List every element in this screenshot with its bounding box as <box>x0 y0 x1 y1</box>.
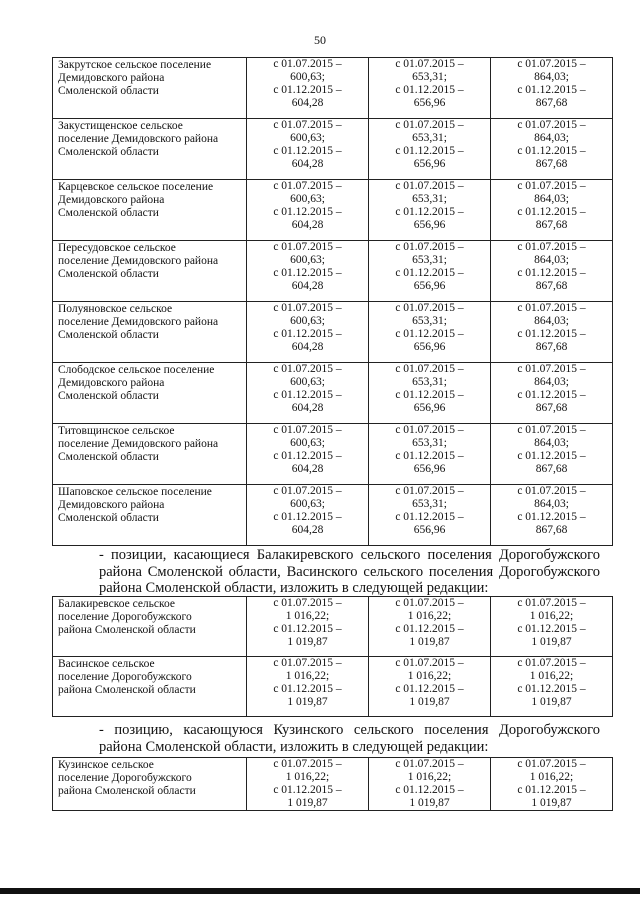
cell-line: 1 016,22; <box>407 670 452 682</box>
cell-line: Шаповское сельское поселение <box>58 486 212 498</box>
cell-line: 1 019,87 <box>531 696 572 708</box>
cell-line: 604,28 <box>291 158 324 170</box>
tariff-cell-2 <box>369 119 491 180</box>
cell-line: района Смоленской области <box>58 785 196 797</box>
cell-line: с 01.12.2015 – <box>517 267 586 279</box>
cell-line: с 01.07.2015 – <box>395 180 464 192</box>
instruction-paragraph-balakirevskoye-vasinskoye <box>55 547 600 597</box>
cell-line: 656,96 <box>413 341 446 353</box>
cell-line: с 01.12.2015 – <box>517 328 586 340</box>
cell-line: 604,28 <box>291 341 324 353</box>
cell-line: с 01.12.2015 – <box>517 511 586 523</box>
cell-line: Смоленской области <box>58 390 159 402</box>
paragraph-line: района Смоленской области, изложить в следующей редакции: <box>99 738 489 755</box>
cell-line: 604,28 <box>291 524 324 536</box>
cell-line: с 01.07.2015 – <box>517 119 586 131</box>
cell-line: с 01.12.2015 – <box>395 683 464 695</box>
tariff-cell-1 <box>247 58 369 119</box>
cell-line: Балакиревское сельское <box>58 598 176 610</box>
cell-line: 1 016,22; <box>285 771 330 783</box>
cell-line: с 01.12.2015 – <box>273 784 342 796</box>
cell-line: Смоленской области <box>58 207 159 219</box>
cell-line: 1 019,87 <box>409 696 450 708</box>
tariff-cell-1 <box>247 119 369 180</box>
cell-line: Смоленской области <box>58 85 159 97</box>
cell-line: с 01.12.2015 – <box>273 389 342 401</box>
cell-line: с 01.07.2015 – <box>273 302 342 314</box>
cell-line: 604,28 <box>291 219 324 231</box>
cell-line: 867,68 <box>535 280 568 292</box>
cell-line: с 01.12.2015 – <box>517 450 586 462</box>
page-number: 50 <box>314 33 326 47</box>
paragraph-line: района Смоленской области, Васинского сельского поселения Дорогобужского <box>99 563 600 580</box>
cell-line: с 01.12.2015 – <box>273 328 342 340</box>
tariff-cell-1 <box>247 597 369 657</box>
cell-line: Демидовского района <box>58 72 165 84</box>
cell-line: Закрутское сельское поселение <box>58 59 212 71</box>
cell-line: с 01.12.2015 – <box>273 511 342 523</box>
cell-line: Пересудовское сельское <box>58 242 176 254</box>
cell-line: 656,96 <box>413 158 446 170</box>
cell-line: 604,28 <box>291 463 324 475</box>
cell-line: с 01.07.2015 – <box>517 241 586 253</box>
cell-line: 864,03; <box>534 315 569 327</box>
tariff-cell-3 <box>491 657 613 717</box>
cell-line: 653,31; <box>412 437 447 449</box>
cell-line: 604,28 <box>291 280 324 292</box>
cell-line: 1 016,22; <box>407 771 452 783</box>
cell-line: Васинское сельское <box>58 658 155 670</box>
tariff-cell-1 <box>247 302 369 363</box>
cell-line: с 01.12.2015 – <box>273 683 342 695</box>
cell-line: Демидовского района <box>58 377 165 389</box>
cell-line: 653,31; <box>412 132 447 144</box>
cell-line: с 01.07.2015 – <box>273 424 342 436</box>
cell-line: с 01.07.2015 – <box>273 597 342 609</box>
tariff-cell-2 <box>369 758 491 811</box>
cell-line: 867,68 <box>535 463 568 475</box>
settlement-name-cell <box>53 485 247 546</box>
cell-line: с 01.12.2015 – <box>517 206 586 218</box>
cell-line: 1 019,87 <box>287 797 328 809</box>
tariff-cell-2 <box>369 302 491 363</box>
tariff-cell-1 <box>247 758 369 811</box>
tariff-table-balakirevskoye-vasinskoye <box>52 596 613 717</box>
cell-line: 864,03; <box>534 132 569 144</box>
table-row <box>53 424 613 485</box>
cell-line: Титовщинское сельское <box>58 425 175 437</box>
tariff-cell-3 <box>491 485 613 546</box>
cell-line: 867,68 <box>535 341 568 353</box>
cell-line: 653,31; <box>412 315 447 327</box>
tariff-cell-3 <box>491 363 613 424</box>
cell-line: с 01.12.2015 – <box>273 145 342 157</box>
cell-line: района Смоленской области <box>58 684 196 696</box>
settlement-name-cell <box>53 119 247 180</box>
cell-line: с 01.07.2015 – <box>517 180 586 192</box>
cell-line: с 01.07.2015 – <box>273 758 342 770</box>
tariff-cell-3 <box>491 241 613 302</box>
tariff-cell-2 <box>369 657 491 717</box>
tariff-cell-2 <box>369 363 491 424</box>
cell-line: с 01.07.2015 – <box>273 657 342 669</box>
settlement-name-cell <box>53 758 247 811</box>
cell-line: с 01.12.2015 – <box>395 145 464 157</box>
cell-line: с 01.12.2015 – <box>273 84 342 96</box>
cell-line: 1 016,22; <box>529 610 574 622</box>
cell-line: 867,68 <box>535 219 568 231</box>
cell-line: 600,63; <box>290 376 325 388</box>
cell-line: 1 016,22; <box>285 610 330 622</box>
tariff-cell-1 <box>247 241 369 302</box>
tariff-cell-3 <box>491 180 613 241</box>
cell-line: с 01.12.2015 – <box>395 450 464 462</box>
cell-line: с 01.07.2015 – <box>395 363 464 375</box>
cell-line: Смоленской области <box>58 329 159 341</box>
cell-line: с 01.07.2015 – <box>273 363 342 375</box>
cell-line: 653,31; <box>412 254 447 266</box>
cell-line: Смоленской области <box>58 451 159 463</box>
cell-line: с 01.07.2015 – <box>517 363 586 375</box>
paragraph-line: района Смоленской области, изложить в следующей редакции: <box>99 580 489 596</box>
cell-line: с 01.12.2015 – <box>517 683 586 695</box>
table-row <box>53 363 613 424</box>
cell-line: с 01.12.2015 – <box>517 784 586 796</box>
bottom-border-bar <box>0 888 640 894</box>
tariff-cell-1 <box>247 657 369 717</box>
cell-line: 1 019,87 <box>531 797 572 809</box>
cell-line: Смоленской области <box>58 268 159 280</box>
settlement-name-cell <box>53 363 247 424</box>
cell-line: 653,31; <box>412 71 447 83</box>
cell-line: с 01.12.2015 – <box>273 267 342 279</box>
cell-line: 864,03; <box>534 498 569 510</box>
cell-line: с 01.12.2015 – <box>517 84 586 96</box>
settlement-name-cell <box>53 657 247 717</box>
cell-line: Карцевское сельское поселение <box>58 181 214 193</box>
cell-line: поселение Демидовского района <box>58 316 219 328</box>
table-row <box>53 485 613 546</box>
settlement-name-cell <box>53 180 247 241</box>
tariff-cell-1 <box>247 363 369 424</box>
tariff-cell-2 <box>369 180 491 241</box>
table-row <box>53 58 613 119</box>
tariff-cell-3 <box>491 424 613 485</box>
cell-line: поселение Дорогобужского <box>58 772 192 784</box>
tariff-cell-3 <box>491 119 613 180</box>
cell-line: 864,03; <box>534 376 569 388</box>
tariff-cell-1 <box>247 485 369 546</box>
cell-line: Демидовского района <box>58 194 165 206</box>
cell-line: с 01.12.2015 – <box>517 623 586 635</box>
cell-line: 656,96 <box>413 219 446 231</box>
cell-line: поселение Дорогобужского <box>58 611 192 623</box>
cell-line: 867,68 <box>535 97 568 109</box>
cell-line: 1 019,87 <box>287 636 328 648</box>
cell-line: 864,03; <box>534 193 569 205</box>
cell-line: с 01.12.2015 – <box>273 450 342 462</box>
cell-line: 864,03; <box>534 437 569 449</box>
cell-line: Демидовского района <box>58 499 165 511</box>
cell-line: 864,03; <box>534 254 569 266</box>
tariff-cell-2 <box>369 241 491 302</box>
cell-line: с 01.07.2015 – <box>273 180 342 192</box>
table-row <box>53 597 613 657</box>
cell-line: 600,63; <box>290 315 325 327</box>
cell-line: 656,96 <box>413 402 446 414</box>
tariff-cell-2 <box>369 424 491 485</box>
cell-line: 604,28 <box>291 402 324 414</box>
settlement-name-cell <box>53 424 247 485</box>
tariff-table-demidovsky <box>52 57 613 546</box>
cell-line: с 01.12.2015 – <box>395 328 464 340</box>
cell-line: 867,68 <box>535 524 568 536</box>
cell-line: с 01.07.2015 – <box>395 758 464 770</box>
tariff-cell-3 <box>491 758 613 811</box>
cell-line: с 01.07.2015 – <box>395 302 464 314</box>
cell-line: с 01.12.2015 – <box>395 206 464 218</box>
cell-line: с 01.07.2015 – <box>517 302 586 314</box>
cell-line: 1 016,22; <box>407 610 452 622</box>
table-row <box>53 657 613 717</box>
settlement-name-cell <box>53 302 247 363</box>
cell-line: с 01.07.2015 – <box>273 241 342 253</box>
tariff-cell-3 <box>491 58 613 119</box>
table-row <box>53 119 613 180</box>
cell-line: 1 019,87 <box>409 636 450 648</box>
cell-line: 1 019,87 <box>409 797 450 809</box>
cell-line: 656,96 <box>413 280 446 292</box>
tariff-cell-3 <box>491 302 613 363</box>
cell-line: 604,28 <box>291 97 324 109</box>
settlement-name-cell <box>53 597 247 657</box>
cell-line: с 01.12.2015 – <box>273 206 342 218</box>
table-row <box>53 241 613 302</box>
cell-line: с 01.12.2015 – <box>517 145 586 157</box>
cell-line: 867,68 <box>535 402 568 414</box>
table-row <box>53 758 613 811</box>
cell-line: 653,31; <box>412 498 447 510</box>
cell-line: с 01.07.2015 – <box>273 58 342 70</box>
cell-line: Кузинское сельское <box>58 759 154 771</box>
cell-line: с 01.07.2015 – <box>395 485 464 497</box>
cell-line: с 01.07.2015 – <box>517 485 586 497</box>
cell-line: с 01.12.2015 – <box>395 784 464 796</box>
cell-line: с 01.07.2015 – <box>395 58 464 70</box>
cell-line: 600,63; <box>290 437 325 449</box>
cell-line: Смоленской области <box>58 146 159 158</box>
cell-line: с 01.07.2015 – <box>517 424 586 436</box>
cell-line: с 01.07.2015 – <box>517 657 586 669</box>
cell-line: с 01.07.2015 – <box>517 597 586 609</box>
cell-line: с 01.07.2015 – <box>395 597 464 609</box>
cell-line: с 01.12.2015 – <box>517 389 586 401</box>
cell-line: 600,63; <box>290 254 325 266</box>
settlement-name-cell <box>53 241 247 302</box>
tariff-cell-1 <box>247 180 369 241</box>
cell-line: Полуяновское сельское <box>58 303 173 315</box>
cell-line: 653,31; <box>412 376 447 388</box>
cell-line: 600,63; <box>290 193 325 205</box>
cell-line: с 01.07.2015 – <box>395 241 464 253</box>
cell-line: с 01.07.2015 – <box>273 119 342 131</box>
cell-line: поселение Демидовского района <box>58 438 219 450</box>
cell-line: с 01.07.2015 – <box>395 657 464 669</box>
table-row <box>53 180 613 241</box>
paragraph-line: - позиции, касающиеся Балакиревского сельского поселения Дорогобужского <box>99 547 600 563</box>
cell-line: с 01.12.2015 – <box>395 389 464 401</box>
cell-line: с 01.07.2015 – <box>395 119 464 131</box>
cell-line: 1 016,22; <box>529 670 574 682</box>
cell-line: 600,63; <box>290 71 325 83</box>
instruction-paragraph-kuzinskoye <box>55 722 600 755</box>
cell-line: 1 019,87 <box>531 636 572 648</box>
cell-line: Смоленской области <box>58 512 159 524</box>
cell-line: с 01.12.2015 – <box>395 623 464 635</box>
cell-line: с 01.12.2015 – <box>395 511 464 523</box>
tariff-cell-2 <box>369 58 491 119</box>
cell-line: Закустищенское сельское <box>58 120 183 132</box>
cell-line: поселение Демидовского района <box>58 255 219 267</box>
cell-line: с 01.07.2015 – <box>517 58 586 70</box>
cell-line: района Смоленской области <box>58 624 196 636</box>
cell-line: 656,96 <box>413 524 446 536</box>
cell-line: поселение Дорогобужского <box>58 671 192 683</box>
paragraph-line: - позицию, касающуюся Кузинского сельского поселения Дорогобужского <box>99 722 600 738</box>
tariff-cell-3 <box>491 597 613 657</box>
table-row <box>53 302 613 363</box>
tariff-cell-1 <box>247 424 369 485</box>
cell-line: 867,68 <box>535 158 568 170</box>
cell-line: 656,96 <box>413 463 446 475</box>
cell-line: с 01.07.2015 – <box>273 485 342 497</box>
cell-line: поселение Демидовского района <box>58 133 219 145</box>
cell-line: Слободское сельское поселение <box>58 364 215 376</box>
cell-line: с 01.07.2015 – <box>395 424 464 436</box>
cell-line: 656,96 <box>413 97 446 109</box>
tariff-cell-2 <box>369 485 491 546</box>
cell-line: 1 019,87 <box>287 696 328 708</box>
cell-line: 653,31; <box>412 193 447 205</box>
cell-line: 864,03; <box>534 71 569 83</box>
cell-line: с 01.12.2015 – <box>395 267 464 279</box>
tariff-table-kuzinskoye <box>52 757 613 811</box>
cell-line: 600,63; <box>290 132 325 144</box>
cell-line: с 01.12.2015 – <box>395 84 464 96</box>
settlement-name-cell <box>53 58 247 119</box>
cell-line: с 01.07.2015 – <box>517 758 586 770</box>
cell-line: 600,63; <box>290 498 325 510</box>
tariff-cell-2 <box>369 597 491 657</box>
cell-line: с 01.12.2015 – <box>273 623 342 635</box>
cell-line: 1 016,22; <box>529 771 574 783</box>
cell-line: 1 016,22; <box>285 670 330 682</box>
